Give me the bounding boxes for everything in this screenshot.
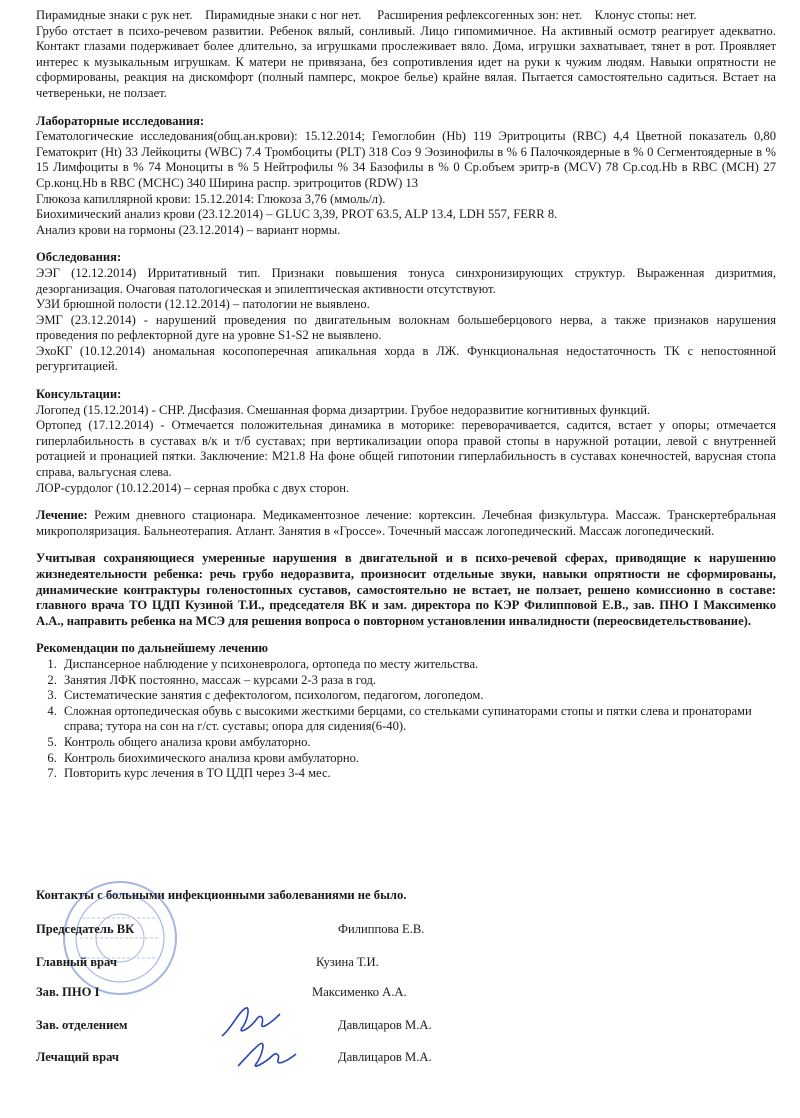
handwritten-signature-icon [232, 1036, 302, 1076]
signature-row [36, 985, 756, 1003]
conclusion-paragraph: Учитывая сохраняющиеся умеренные нарушения в двигательной и в психо-речевой сферах, приводящие к нарушению жизнедеятельности ребенка: речь грубо недоразвита, произносит отдельные звуки, навыки опрятности не сформированы, динамические контрактуры голеностопных суставов, самостоятельно не встает, не ползает, решено комиссионно в составе: главного врача ТО ЦДП Кузиной Т.И., председателя ВК и зам. директора по КЭР Филипповой Е.В., зав. ПНО I Максименко А.А., направить ребенка на МСЭ для решения вопроса о повторном установлении инвалидности (переосвидетельствование). [36, 551, 776, 628]
signature-row [36, 955, 756, 973]
recommendation-item: 5. Контроль общего анализа крови амбулаторно. [60, 735, 776, 751]
recommendation-item: 6. Контроль биохимического анализа крови амбулаторно. [60, 751, 776, 767]
signature-name: Филиппова Е.В. [338, 922, 425, 936]
signature-role: Главный врач [36, 955, 117, 969]
recommendations-section [36, 641, 776, 781]
lab-heading: Лабораторные исследования: [36, 113, 205, 128]
treatment-paragraph [36, 508, 776, 539]
recommendation-item: 3. Систематические занятия с дефектологом, психологом, педагогом, логопедом. [60, 688, 776, 704]
contacts-statement: Контакты с больными инфекционными заболеваниями не было. [36, 888, 407, 902]
consult-lor: ЛОР-сурдолог (10.12.2014) – серная пробка с двух сторон. [36, 480, 350, 495]
intro-paragraph: Грубо отстает в психо-речевом развитии. Ребенок вялый, сонливый. Лицо гипомимичное. На активный осмотр реагирует адекватно. Контакт глазами подерживает более длительно, за игрушками прослеживает вяло. Дома, игрушки захватывает, тянет в рот. Проявляет интерес к музыкальным игрушкам. К матери не привязана, без сопротивления идет на руки к чужим людям. Навыки опрятности не сформированы, реакция на дискомфорт (полный памперс, мокрое белье) крайне вялая. Пытается самостоятельно садиться. Встает на четвереньки, не ползает. [36, 23, 776, 100]
exam-section [36, 250, 776, 375]
exam-echo: ЭхоКГ (10.12.2014) аномальная косопоперечная апикальная хорда в ЛЖ. Функциональная недостаточность ТК с непостоянной регургитацией. [36, 343, 776, 374]
recommendations-heading: Рекомендации по дальнейшему лечению [36, 641, 268, 656]
signature-role: Зав. отделением [36, 1018, 128, 1032]
conclusion-section [36, 551, 776, 629]
signature-role: Зав. ПНО I [36, 985, 100, 999]
signature-name: Давлицаров М.А. [338, 1018, 432, 1032]
lab-glucose: Глюкоза капиллярной крови: 15.12.2014: Глюкоза 3,76 (ммоль/л). [36, 191, 386, 206]
recommendation-item: 4. Сложная ортопедическая обувь с высокими жесткими берцами, со стельками супинаторами стопы и пятки слева и пронаторами справа; тутора на сон на г/ст. суставы; опора для сидения(6-40). [60, 704, 776, 735]
signature-row [36, 922, 756, 940]
lab-hormones: Анализ крови на гормоны (23.12.2014) – вариант нормы. [36, 222, 341, 237]
exam-eeg: ЭЭГ (12.12.2014) Ирритативный тип. Признаки повышения тонуса синхронизирующих структур. Выраженная дизритмия, дезорганизация. Очаговая патологическая и эпилептическая активности отсутствуют. [36, 265, 776, 296]
recommendation-item: 1. Диспансерное наблюдение у психоневролога, ортопеда по месту жительства. [60, 657, 776, 673]
lab-blood-count: Гематологические исследования(общ.ан.крови): 15.12.2014; Гемоглобин (Hb) 119 Эритроциты (RBC) 4,4 Цветной показатель 0,80 Гематокрит (Ht) 33 Лейкоциты (WBC) 7.4 Тромбоциты (PLT) 318 Соэ 9 Эозинофилы в % 6 Палочкоядерные в % 0 Сегментоядерные в % 15 Лимфоциты в % 74 Моноциты в % 5 Нейтрофилы % 34 Базофилы в % 0 Ср.объем эритр-в (MCV) 78 Ср.сод.Hb в RBC (MCH) 27 Ср.конц.Hb в RBC (MCHC) 340 Ширина распр. эритроцитов (RDW) 13 [36, 129, 776, 190]
signature-row [36, 1050, 756, 1068]
signature-row [36, 1018, 756, 1036]
lab-biochemistry: Биохимический анализ крови (23.12.2014) – GLUC 3,39, PROT 63.5, ALP 13.4, LDH 557, FERR 8. [36, 207, 558, 222]
exam-heading: Обследования: [36, 250, 122, 265]
intro-reflexes: Пирамидные знаки с рук нет. Пирамидные знаки с ног нет. Расширения рефлексогенных зон: нет. Клонус стопы: нет. [36, 8, 697, 22]
signature-name: Максименко А.А. [312, 985, 407, 999]
recommendations-list [36, 657, 776, 782]
recommendation-item: 7. Повторить курс лечения в ТО ЦДП через 3-4 мес. [60, 766, 776, 782]
signature-name: Кузина Т.И. [316, 955, 379, 969]
exam-emg: ЭМГ (23.12.2014) - нарушений проведения по двигательным волокнам большеберцового нерва, а также признаков нарушения проведения по рефлекторной дуге на уровне S1-S2 не выявлено. [36, 312, 776, 343]
treatment-label: Лечение: [36, 508, 88, 523]
consult-heading: Консультации: [36, 387, 122, 402]
signature-role: Лечащий врач [36, 1050, 119, 1064]
recommendation-item: 2. Занятия ЛФК постоянно, массаж – курсами 2-3 раза в год. [60, 673, 776, 689]
treatment-text: Режим дневного стационара. Медикаментозное лечение: кортексин. Лечебная физкультура. Массаж. Транскертебральная микрополяризация. Бальнеотерапия. Атлант. Занятия в «Гроссе». Точечный массаж логопедический. Массаж логопедический. [36, 508, 776, 538]
treatment-section [36, 508, 776, 539]
lab-section [36, 114, 776, 239]
exam-ultrasound: УЗИ брюшной полости (12.12.2014) – патологии не выявлено. [36, 297, 370, 312]
signature-name: Давлицаров М.А. [338, 1050, 432, 1064]
consult-ortoped: Ортопед (17.12.2014) - Отмечается положительная динамика в моторике: переворачивается, садится, встает у опоры; отмечается гиперлабильность в суставах в/к и т/б суставах; при вертикализации опора правой стопы в наружной ротации, левой с внутренней ротацией и пронацией пятки. Заключение: М21.8 На фоне общей гипотонии гиперлабильность в суставах конечностей, варусная стопа справа, вальгусная слева. [36, 418, 776, 480]
signature-role: Председатель ВК [36, 922, 135, 936]
consult-logoped: Логопед (15.12.2014) - СНР. Дисфазия. Смешанная форма дизартрии. Грубое недоразвитие когнитивных функций. [36, 402, 651, 417]
consult-section [36, 387, 776, 496]
